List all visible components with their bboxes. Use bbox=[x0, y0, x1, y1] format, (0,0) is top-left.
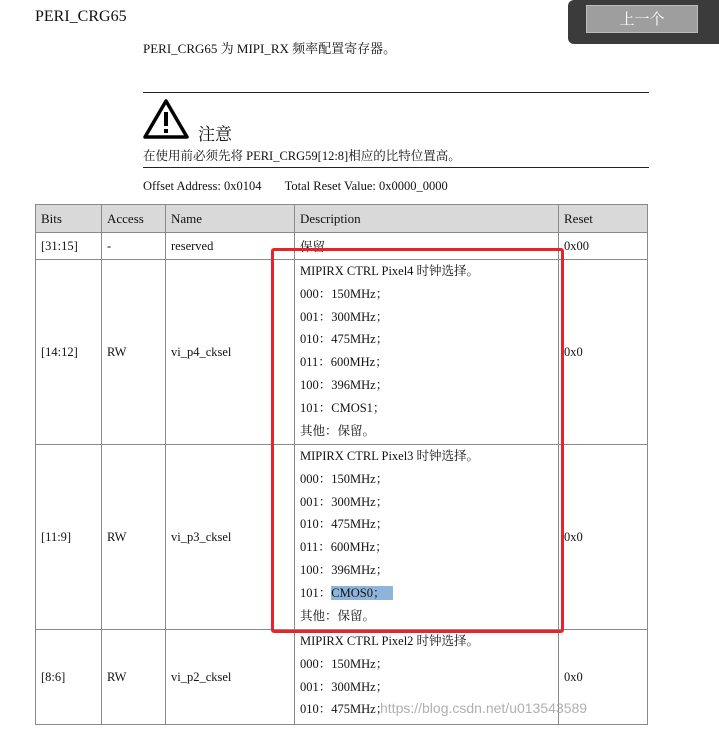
annotation-highlight-box bbox=[271, 248, 564, 633]
desc-line: 011：600MHz； bbox=[300, 355, 388, 370]
desc-line: MIPIRX CTRL Pixel2 时钟选择。 bbox=[300, 634, 480, 648]
header-description: Description bbox=[295, 205, 559, 233]
cell-reset: 0x0 bbox=[559, 630, 648, 725]
cell-bits: [11:9] bbox=[36, 445, 102, 630]
desc-line: 001：300MHz； bbox=[300, 494, 389, 509]
note-bottom-rule bbox=[143, 167, 649, 168]
cell-bits: [8:6] bbox=[36, 630, 102, 725]
cell-name: vi_p4_cksel bbox=[166, 260, 295, 445]
desc-line: 000：150MHz； bbox=[300, 471, 389, 486]
cell-reset: 0x00 bbox=[559, 233, 648, 260]
desc-line: 010：475MHz； bbox=[300, 702, 389, 717]
desc-prefix: 101： bbox=[300, 585, 332, 600]
table-header-row bbox=[36, 205, 648, 233]
desc-line: MIPIRX CTRL Pixel4 时钟选择。 bbox=[300, 264, 480, 278]
header-reset: Reset bbox=[559, 205, 648, 233]
cell-access: - bbox=[102, 233, 166, 260]
cell-description: 保留 bbox=[295, 233, 559, 260]
note-label: 注意 bbox=[198, 125, 232, 145]
cell-access: RW bbox=[102, 260, 166, 445]
cell-bits: [14:12] bbox=[36, 260, 102, 445]
selected-text[interactable]: CMOS0； bbox=[331, 586, 393, 600]
desc-line: 100：396MHz； bbox=[300, 562, 389, 577]
desc-line: MIPIRX CTRL Pixel3 时钟选择。 bbox=[300, 449, 480, 463]
desc-line: 011：600MHz； bbox=[300, 540, 388, 555]
desc-line: 001：300MHz； bbox=[300, 309, 389, 324]
note-top-rule bbox=[143, 92, 649, 93]
watermark-url: https://blog.csdn.net/u013543589 bbox=[380, 700, 588, 716]
desc-line: 010：475MHz； bbox=[300, 517, 389, 532]
desc-line: 其他：保留。 bbox=[300, 608, 376, 623]
offset-address: Offset Address: 0x0104 bbox=[143, 179, 262, 193]
cell-name: vi_p2_cksel bbox=[166, 630, 295, 725]
cell-name: reserved bbox=[166, 233, 295, 260]
note-text: 在使用前必须先将 PERI_CRG59[12:8]相应的比特位置高。 bbox=[143, 149, 461, 163]
desc-line: 000：150MHz； bbox=[300, 656, 389, 671]
desc-line: 001：300MHz； bbox=[300, 679, 389, 694]
register-title: PERI_CRG65 bbox=[35, 8, 127, 25]
cell-reset: 0x0 bbox=[559, 445, 648, 630]
header-access: Access bbox=[102, 205, 166, 233]
header-name: Name bbox=[166, 205, 295, 233]
cell-access: RW bbox=[102, 445, 166, 630]
previous-button[interactable]: 上一个 bbox=[586, 5, 698, 33]
total-reset-value: Total Reset Value: 0x0000_0000 bbox=[284, 179, 448, 193]
desc-line: 010：475MHz； bbox=[300, 332, 389, 347]
desc-line: 000：150MHz； bbox=[300, 286, 389, 301]
offset-line bbox=[143, 179, 448, 194]
warning-icon bbox=[143, 99, 189, 139]
header-bits: Bits bbox=[36, 205, 102, 233]
desc-line: 101：CMOS1； bbox=[300, 400, 386, 415]
desc-line: 其他：保留。 bbox=[300, 423, 376, 438]
cell-reset: 0x0 bbox=[559, 260, 648, 445]
cell-name: vi_p3_cksel bbox=[166, 445, 295, 630]
register-description: PERI_CRG65 为 MIPI_RX 频率配置寄存器。 bbox=[143, 41, 397, 56]
cell-access: RW bbox=[102, 630, 166, 725]
desc-line: 100：396MHz； bbox=[300, 377, 389, 392]
cell-bits: [31:15] bbox=[36, 233, 102, 260]
